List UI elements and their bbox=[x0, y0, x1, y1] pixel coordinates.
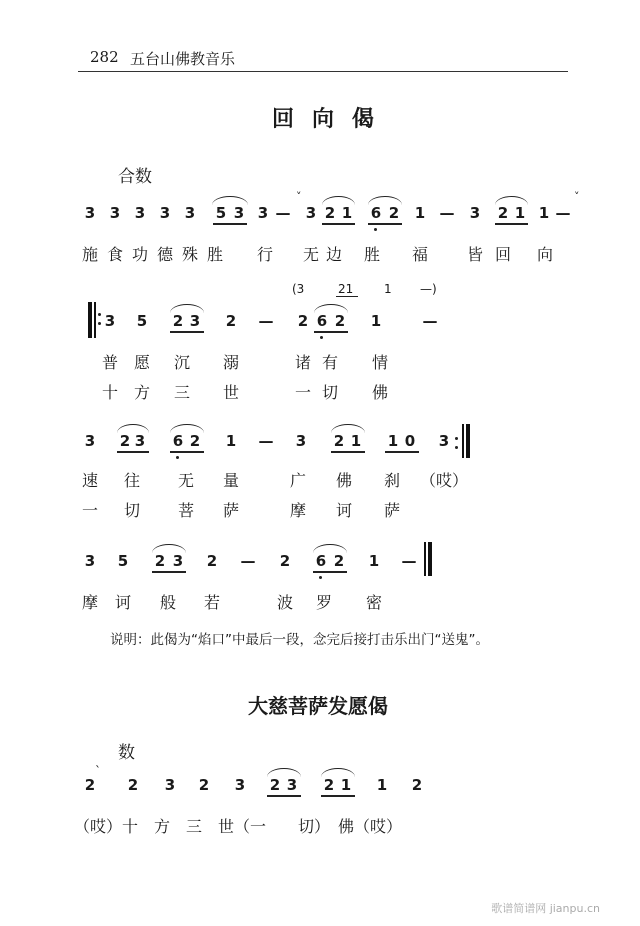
underline-beam bbox=[313, 571, 347, 573]
note: 2 bbox=[84, 776, 96, 794]
note: 3 bbox=[305, 204, 317, 222]
repeat-end-barline bbox=[466, 424, 470, 458]
repeat-dot bbox=[98, 322, 101, 325]
note: 6 bbox=[172, 432, 184, 450]
lyric: 胜 bbox=[363, 245, 381, 264]
note: 2 bbox=[333, 432, 345, 450]
prelude-note: 1 bbox=[384, 282, 392, 296]
repeat-start-barline bbox=[88, 302, 92, 338]
underline-beam bbox=[322, 223, 355, 225]
song2-performance: 数 bbox=[118, 743, 135, 763]
breath-mark: ˅ bbox=[296, 190, 302, 203]
note: 3 bbox=[104, 312, 116, 330]
slur-arc bbox=[321, 768, 355, 777]
page-number: 282 bbox=[90, 48, 119, 66]
slur-arc bbox=[495, 196, 528, 205]
header-rule bbox=[78, 71, 568, 72]
lyric: 摩 bbox=[289, 501, 307, 520]
note: 1 bbox=[368, 552, 380, 570]
note: 1 bbox=[538, 204, 550, 222]
slur-arc bbox=[170, 304, 204, 313]
lyric: 一 bbox=[81, 501, 99, 520]
page-header bbox=[78, 46, 578, 74]
note: 2 bbox=[323, 776, 335, 794]
note: — bbox=[555, 204, 571, 222]
lyric: 诃 bbox=[114, 593, 132, 612]
underline-beam bbox=[368, 223, 402, 225]
final-barline bbox=[424, 542, 426, 576]
note: 3 bbox=[134, 432, 146, 450]
slur-arc bbox=[267, 768, 301, 777]
note: 2 bbox=[127, 776, 139, 794]
note: 2 bbox=[297, 312, 309, 330]
lyric: 功 bbox=[131, 245, 149, 264]
lyric: 向 bbox=[536, 245, 554, 264]
note: 2 bbox=[411, 776, 423, 794]
lyric: 愿 bbox=[133, 353, 151, 372]
underline-beam bbox=[170, 331, 204, 333]
lyric: 德 bbox=[156, 245, 174, 264]
lyric: 方 bbox=[133, 383, 151, 402]
note: 3 bbox=[189, 312, 201, 330]
lyric: 般 bbox=[159, 593, 177, 612]
note: 5 bbox=[136, 312, 148, 330]
note: 6 bbox=[316, 312, 328, 330]
lyric: 胜 bbox=[206, 245, 224, 264]
slur-arc bbox=[212, 196, 248, 205]
song1-title: 回向偈 bbox=[272, 107, 393, 132]
lyric: 速 bbox=[81, 471, 99, 490]
note: 2 bbox=[497, 204, 509, 222]
note: 3 bbox=[84, 432, 96, 450]
slur-arc bbox=[170, 424, 204, 433]
note: — bbox=[439, 204, 455, 222]
lyric: 佛 bbox=[371, 383, 389, 402]
underline-beam bbox=[170, 451, 204, 453]
underline-beam bbox=[213, 223, 247, 225]
note: 3 bbox=[286, 776, 298, 794]
prelude-note: 21 bbox=[338, 282, 354, 296]
note: 1 bbox=[370, 312, 382, 330]
note: 1 bbox=[376, 776, 388, 794]
note: 0 bbox=[404, 432, 416, 450]
lyric: 佛 bbox=[335, 471, 353, 490]
lyric: 三 bbox=[173, 383, 191, 402]
lyric: 一 bbox=[294, 383, 312, 402]
note: 2 bbox=[279, 552, 291, 570]
slur-arc bbox=[117, 424, 149, 433]
lyric: 密 bbox=[365, 593, 383, 612]
low-octave-dot bbox=[374, 228, 377, 231]
lyric: 切 bbox=[123, 501, 141, 520]
lyric: 有 bbox=[321, 353, 339, 372]
watermark: 歌谱简谱网 jianpu.cn bbox=[491, 902, 600, 915]
slur-arc bbox=[152, 544, 186, 553]
book-title: 五台山佛教音乐 bbox=[130, 50, 236, 68]
lyric: 切 bbox=[321, 383, 339, 402]
grace-mark: ˋ bbox=[95, 764, 101, 778]
lyric: 摩 bbox=[81, 593, 99, 612]
note: 3 bbox=[134, 204, 146, 222]
lyric: 诃 bbox=[335, 501, 353, 520]
song1-performance: 合数 bbox=[118, 167, 152, 187]
repeat-dot bbox=[98, 313, 101, 316]
lyric: 普 bbox=[101, 353, 119, 372]
note: — bbox=[275, 204, 291, 222]
note: 3 bbox=[84, 552, 96, 570]
low-octave-dot bbox=[320, 336, 323, 339]
underline-beam bbox=[152, 571, 186, 573]
repeat-start-barline bbox=[94, 302, 96, 338]
lyric: 波 bbox=[276, 593, 294, 612]
lyric: 溺 bbox=[222, 353, 240, 372]
lyric: 福 bbox=[411, 245, 429, 264]
low-octave-dot bbox=[176, 456, 179, 459]
lyric: 殊 bbox=[181, 245, 199, 264]
low-octave-dot bbox=[319, 576, 322, 579]
slur-arc bbox=[368, 196, 402, 205]
note: — bbox=[258, 432, 274, 450]
note: 1 bbox=[341, 204, 353, 222]
note: — bbox=[258, 312, 274, 330]
underline-beam bbox=[385, 451, 419, 453]
note: 5 bbox=[117, 552, 129, 570]
underline-beam bbox=[314, 331, 348, 333]
lyric: 世 bbox=[222, 383, 240, 402]
note: 2 bbox=[334, 312, 346, 330]
note: 3 bbox=[164, 776, 176, 794]
note: 1 bbox=[340, 776, 352, 794]
prelude-note: —) bbox=[420, 282, 437, 296]
slur-arc bbox=[313, 544, 347, 553]
note: 2 bbox=[172, 312, 184, 330]
lyric: 罗 bbox=[315, 593, 333, 612]
note: 3 bbox=[295, 432, 307, 450]
lyric: 施 bbox=[81, 245, 99, 264]
underline-beam bbox=[117, 451, 149, 453]
lyric: 边 bbox=[325, 245, 343, 264]
repeat-dot bbox=[455, 446, 458, 449]
note: 3 bbox=[109, 204, 121, 222]
repeat-dot bbox=[455, 437, 458, 440]
lyric: 刹 bbox=[383, 471, 401, 490]
slur-arc bbox=[314, 304, 348, 313]
note: 3 bbox=[469, 204, 481, 222]
lyric: 食 bbox=[106, 245, 124, 264]
lyric: 行 bbox=[256, 245, 274, 264]
note: — bbox=[240, 552, 256, 570]
underline-beam bbox=[267, 795, 301, 797]
slur-arc bbox=[322, 196, 355, 205]
lyric: （哎） bbox=[419, 471, 469, 490]
note: 3 bbox=[159, 204, 171, 222]
note: 2 bbox=[154, 552, 166, 570]
note: 3 bbox=[84, 204, 96, 222]
underline-beam bbox=[321, 795, 355, 797]
note: 1 bbox=[514, 204, 526, 222]
repeat-end-barline bbox=[462, 424, 464, 458]
lyric: 十 bbox=[101, 383, 119, 402]
lyric: 无 bbox=[302, 245, 320, 264]
explanation-note: 说明：此偈为“焰口”中最后一段，念完后接打击乐出门“送鬼”。 bbox=[110, 632, 489, 648]
underline-beam bbox=[495, 223, 528, 225]
note: — bbox=[422, 312, 438, 330]
note: 2 bbox=[324, 204, 336, 222]
note: 3 bbox=[257, 204, 269, 222]
note: 3 bbox=[234, 776, 246, 794]
note: 2 bbox=[333, 552, 345, 570]
lyric: 若 bbox=[203, 593, 221, 612]
note: 6 bbox=[370, 204, 382, 222]
note: 1 bbox=[225, 432, 237, 450]
note: 3 bbox=[172, 552, 184, 570]
breath-mark: ˅ bbox=[574, 190, 580, 203]
note: 2 bbox=[198, 776, 210, 794]
note: 3 bbox=[438, 432, 450, 450]
lyric: 萨 bbox=[383, 501, 401, 520]
note: — bbox=[401, 552, 417, 570]
note: 5 bbox=[215, 204, 227, 222]
lyric: 广 bbox=[289, 471, 307, 490]
lyric: 无 bbox=[177, 471, 195, 490]
song2-line1-lyrics: （哎）十 方 三 世（一 切） 佛（哎） bbox=[74, 817, 403, 836]
note: 2 bbox=[206, 552, 218, 570]
note: 1 bbox=[387, 432, 399, 450]
lyric: 往 bbox=[123, 471, 141, 490]
lyric: 情 bbox=[371, 353, 389, 372]
note: 3 bbox=[184, 204, 196, 222]
lyric: 沉 bbox=[173, 353, 191, 372]
note: 1 bbox=[350, 432, 362, 450]
lyric: 萨 bbox=[222, 501, 240, 520]
underline-beam bbox=[336, 296, 358, 297]
final-barline bbox=[428, 542, 432, 576]
lyric: 皆 bbox=[466, 245, 484, 264]
note: 2 bbox=[269, 776, 281, 794]
note: 3 bbox=[233, 204, 245, 222]
lyric: 量 bbox=[222, 471, 240, 490]
note: 6 bbox=[315, 552, 327, 570]
song2-title: 大慈菩萨发愿偈 bbox=[248, 694, 388, 718]
lyric: 回 bbox=[494, 245, 512, 264]
prelude-note: (3 bbox=[292, 282, 305, 296]
slur-arc bbox=[331, 424, 365, 433]
note: 2 bbox=[119, 432, 131, 450]
note: 1 bbox=[414, 204, 426, 222]
lyric: 诸 bbox=[294, 353, 312, 372]
note: 2 bbox=[388, 204, 400, 222]
lyric: 菩 bbox=[177, 501, 195, 520]
note: 2 bbox=[189, 432, 201, 450]
underline-beam bbox=[331, 451, 365, 453]
note: 2 bbox=[225, 312, 237, 330]
